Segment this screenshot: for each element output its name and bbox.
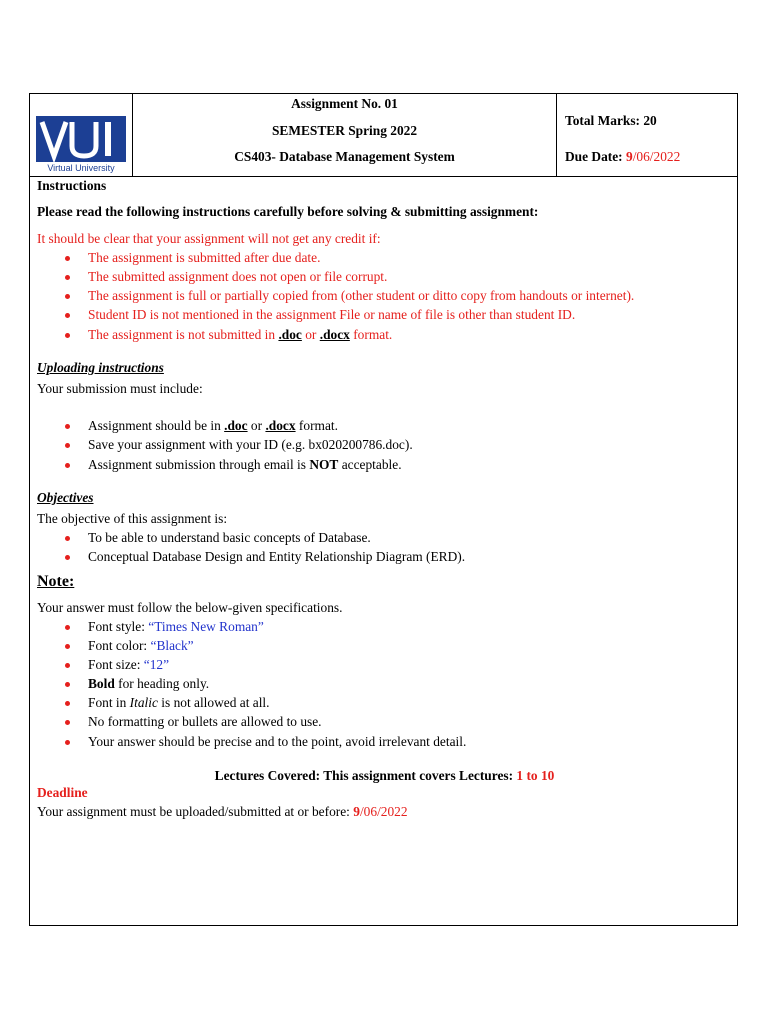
list-item [88,676,209,692]
list-item: Save your assignment with your ID (e.g. bx020200786.doc). [88,437,413,452]
list-item-text: Assignment should be in [88,418,225,433]
bullet [65,682,70,687]
header-table [30,94,737,177]
vu-logo [36,116,126,174]
list-item [88,657,169,673]
deadline-label: Your assignment must be uploaded/submitted at or before: [37,804,354,819]
note-heading: Note: [37,573,75,590]
list-item-text: acceptable. [338,457,402,472]
list-item: To be able to understand basic concepts of Database. [88,530,371,545]
objectives-heading: Objectives [37,490,94,505]
list-item [88,695,270,711]
instructions-lead: Please read the following instructions carefully before solving & submitting assignment: [37,204,539,219]
list-item: Conceptual Database Design and Entity Relationship Diagram (ERD). [88,549,466,564]
list-item-text: Font style: [88,619,149,634]
instructions-heading: Instructions [37,178,107,193]
bullet [65,663,70,668]
deadline-day: 9 [353,804,360,819]
list-item-text: Font size: [88,657,144,672]
list-item-text: is not allowed at all. [157,695,270,710]
docx-format: .docx [265,418,296,433]
italic-word: Italic [129,695,158,710]
due-date-day: 9 [625,149,633,164]
list-item: Student ID is not mentioned in the assignment File or name of file is other than student ID. [88,307,576,322]
list-item: The assignment is submitted after due date. [88,250,321,265]
lectures-range: 1 to 10 [516,768,555,783]
assignment-number: Assignment No. 01 [291,96,398,111]
marks-cell [557,94,737,176]
bullet [65,555,70,560]
title-cell [133,94,557,176]
deadline-text [37,804,408,820]
due-date [565,149,680,165]
bullet [65,740,70,745]
list-item-text: Assignment submission through email is [88,457,310,472]
format-text: format. [295,418,338,433]
list-item-text: Font in [88,695,130,710]
not-emphasis: NOT [309,457,339,472]
bullet [65,424,70,429]
course-title: CS403- Database Management System [234,149,455,164]
bullet [65,313,70,318]
bullet [65,720,70,725]
objectives-intro: The objective of this assignment is: [37,511,228,526]
bullet [65,443,70,448]
uploading-heading: Uploading instructions [37,360,164,375]
semester: SEMESTER Spring 2022 [271,123,418,138]
list-item [88,418,338,434]
font-style-value: “Times New Roman” [148,619,264,634]
bullet [65,644,70,649]
total-marks: Total Marks: 20 [565,113,657,128]
list-item: Your answer should be precise and to the point, avoid irrelevant detail. [88,734,467,749]
or-text: or [247,418,266,433]
credit-intro: It should be clear that your assignment will not get any credit if: [37,231,381,246]
bullet [65,275,70,280]
lectures-covered [37,768,732,784]
list-item: No formatting or bullets are allowed to use. [88,714,322,729]
doc-format: .doc [278,327,302,342]
note-intro: Your answer must follow the below-given specifications. [37,600,343,615]
logo-tagline: Virtual University [47,163,115,173]
bold-word: Bold [88,676,115,691]
list-item [88,638,194,654]
due-date-label: Due Date: [565,149,626,164]
bullet [65,625,70,630]
deadline-rest: /06/2022 [359,804,408,819]
lectures-label: Lectures Covered: This assignment covers Lectures: [214,768,517,783]
format-text: format. [349,327,393,342]
font-size-value: “12” [143,657,170,672]
or-text: or [301,327,320,342]
list-item-text: for heading only. [114,676,210,691]
uploading-intro: Your submission must include: [37,381,203,396]
list-item: The assignment is full or partially copied from (other student or ditto copy from handouts or internet). [88,288,635,303]
doc-format: .doc [224,418,248,433]
list-item-text: The assignment is not submitted in [88,327,279,342]
list-item [88,327,392,343]
bullet [65,333,70,338]
bullet [65,256,70,261]
list-item-text: Font color: [88,638,151,653]
bullet [65,463,70,468]
docx-format: .docx [319,327,350,342]
list-item [88,457,402,473]
bullet [65,294,70,299]
logo-cell [30,94,133,176]
assignment-frame [29,93,738,926]
bullet [65,536,70,541]
bullet [65,701,70,706]
list-item: The submitted assignment does not open or file corrupt. [88,269,388,284]
font-color-value: “Black” [150,638,194,653]
due-date-rest: /06/2022 [632,149,681,164]
list-item [88,619,264,635]
deadline-heading: Deadline [37,785,88,800]
